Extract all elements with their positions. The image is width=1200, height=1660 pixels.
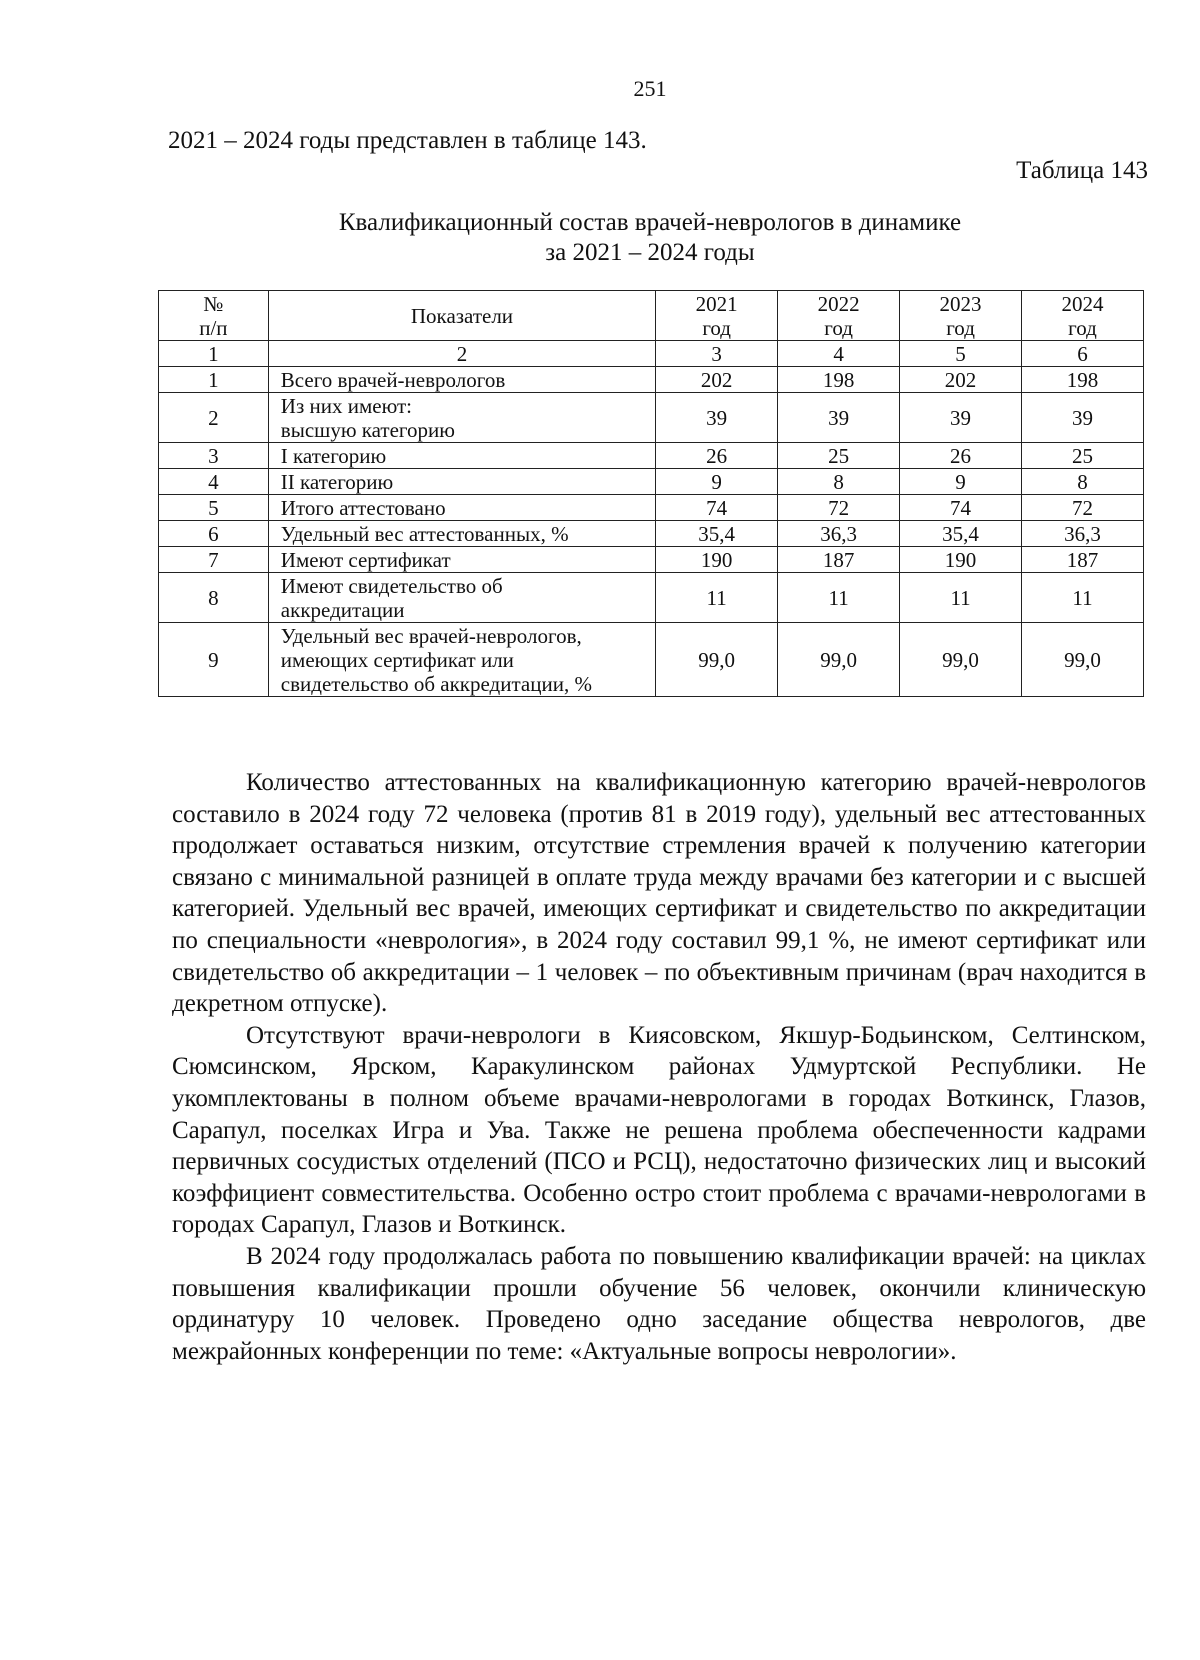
row-indicator <box>268 495 655 521</box>
table-row <box>159 443 1144 469</box>
column-number: 5 <box>900 341 1022 367</box>
row-indicator-line: Удельный вес врачей-неврологов, <box>280 624 582 648</box>
row-value: 99,0 <box>900 623 1022 697</box>
row-value: 202 <box>900 367 1022 393</box>
row-value: 26 <box>656 443 778 469</box>
row-value: 8 <box>778 469 900 495</box>
intro-line: 2021 – 2024 годы представлен в таблице 143. <box>168 127 647 154</box>
row-number: 5 <box>159 495 269 521</box>
row-value: 198 <box>1022 367 1144 393</box>
row-indicator <box>268 469 655 495</box>
row-number: 6 <box>159 521 269 547</box>
header-name: Показатели <box>268 291 655 341</box>
header-year-2023: 2023 год <box>900 291 1022 341</box>
paragraph-2: Отсутствуют врачи-неврологи в Киясовском, Якшур-Бодьинском, Селтинском, Сюмсинском, Ярском, Каракулинском районах Удмуртской Республики. Не укомплектованы в полном объеме врачами-неврологами в городах Воткинск, Глазов, Сарапул, поселках Игра и Ува. Также не решена проблема обеспеченности кадрами первичных сосудистых отделений (ПСО и РСЦ), недостаточно физических лиц и высокий коэффициент совместительства. Особенно остро стоит проблема с врачами-неврологами в городах Сарапул, Глазов и Воткинск. <box>172 1021 1146 1239</box>
row-indicator-line: II категорию <box>280 470 394 494</box>
row-value: 11 <box>1022 573 1144 623</box>
row-value: 187 <box>778 547 900 573</box>
row-value: 25 <box>778 443 900 469</box>
table-row <box>159 469 1144 495</box>
table-row <box>159 367 1144 393</box>
table-title-line-2: за 2021 – 2024 годы <box>545 239 755 266</box>
table-header-row <box>159 291 1144 341</box>
column-number-row <box>159 341 1144 367</box>
row-value: 99,0 <box>656 623 778 697</box>
paragraph-3: В 2024 году продолжалась работа по повышению квалификации врачей: на циклах повышения квалификации прошли обучение 56 человек, окончили клиническую ординатуру 10 человек. Проведено одно заседание общества неврологов, две межрайонных конференции по теме: «Актуальные вопросы неврологии». <box>172 1242 1146 1365</box>
row-value: 11 <box>656 573 778 623</box>
column-number: 1 <box>159 341 269 367</box>
row-value: 202 <box>656 367 778 393</box>
row-indicator <box>268 443 655 469</box>
table-body <box>159 367 1144 697</box>
row-value: 8 <box>1022 469 1144 495</box>
row-indicator-line: Удельный вес аттестованных, % <box>280 522 569 546</box>
row-number: 9 <box>159 623 269 697</box>
row-value: 39 <box>900 393 1022 443</box>
row-value: 9 <box>900 469 1022 495</box>
row-value: 187 <box>1022 547 1144 573</box>
row-indicator <box>268 623 655 697</box>
header-year-2022: 2022 год <box>778 291 900 341</box>
row-value: 72 <box>778 495 900 521</box>
row-number: 8 <box>159 573 269 623</box>
row-value: 35,4 <box>656 521 778 547</box>
row-indicator-line: свидетельство об аккредитации, % <box>280 672 592 696</box>
row-indicator-line: Из них имеют: <box>280 394 413 418</box>
row-indicator-line: Всего врачей-неврологов <box>280 368 506 392</box>
header-year-2024: 2024 год <box>1022 291 1144 341</box>
table-title-line-1: Квалификационный состав врачей-неврологов в динамике <box>338 209 962 236</box>
table-row <box>159 547 1144 573</box>
table-row <box>159 573 1144 623</box>
table-row <box>159 495 1144 521</box>
row-indicator-line: Итого аттестовано <box>280 496 446 520</box>
row-value: 74 <box>656 495 778 521</box>
row-value: 11 <box>900 573 1022 623</box>
row-value: 72 <box>1022 495 1144 521</box>
row-indicator-line: высшую категорию <box>280 418 455 442</box>
row-value: 99,0 <box>778 623 900 697</box>
row-indicator <box>268 367 655 393</box>
row-indicator-line: I категорию <box>280 444 387 468</box>
row-indicator <box>268 393 655 443</box>
row-indicator <box>268 521 655 547</box>
row-value: 35,4 <box>900 521 1022 547</box>
column-number: 2 <box>268 341 655 367</box>
row-value: 39 <box>1022 393 1144 443</box>
table-row <box>159 393 1144 443</box>
table-title <box>150 208 1150 268</box>
row-indicator-line: Имеют сертификат <box>280 548 451 572</box>
row-number: 7 <box>159 547 269 573</box>
row-indicator-line: Имеют свидетельство об <box>280 574 503 598</box>
row-value: 190 <box>900 547 1022 573</box>
row-value: 36,3 <box>1022 521 1144 547</box>
row-indicator <box>268 573 655 623</box>
row-indicator-line: имеющих сертификат или <box>280 648 514 672</box>
row-value: 39 <box>778 393 900 443</box>
row-indicator-line: аккредитации <box>280 598 405 622</box>
row-number: 4 <box>159 469 269 495</box>
row-value: 190 <box>656 547 778 573</box>
row-value: 25 <box>1022 443 1144 469</box>
page-number: 251 <box>633 76 667 101</box>
table-row <box>159 623 1144 697</box>
row-value: 198 <box>778 367 900 393</box>
row-value: 11 <box>778 573 900 623</box>
row-number: 2 <box>159 393 269 443</box>
body-text <box>172 767 1146 1367</box>
paragraph-1: Количество аттестованных на квалификационную категорию врачей-неврологов составило в 2024 году 72 человека (против 81 в 2019 году), удельный вес аттестованных продолжает оставаться низким, отсутствие стремления врачей к получению категории связано с минимальной разницей в оплате труда между врачами без категории и с высшей категорией. Удельный вес врачей, имеющих сертификат и свидетельство по аккредитации по специальности «неврология», в 2024 году составил 99,1 %, не имеют сертификат или свидетельство об аккредитации – 1 человек – по объективным причинам (врач находится в декретном отпуске). <box>172 769 1146 1018</box>
column-number: 3 <box>656 341 778 367</box>
row-value: 39 <box>656 393 778 443</box>
table-label: Таблица 143 <box>1016 157 1148 184</box>
row-value: 26 <box>900 443 1022 469</box>
row-value: 99,0 <box>1022 623 1144 697</box>
table-row <box>159 521 1144 547</box>
column-number: 4 <box>778 341 900 367</box>
row-indicator <box>268 547 655 573</box>
column-number: 6 <box>1022 341 1144 367</box>
row-number: 1 <box>159 367 269 393</box>
header-year-2021: 2021 год <box>656 291 778 341</box>
qualification-table <box>158 290 1144 697</box>
row-value: 9 <box>656 469 778 495</box>
header-num: № п/п <box>159 291 269 341</box>
row-value: 74 <box>900 495 1022 521</box>
row-value: 36,3 <box>778 521 900 547</box>
row-number: 3 <box>159 443 269 469</box>
